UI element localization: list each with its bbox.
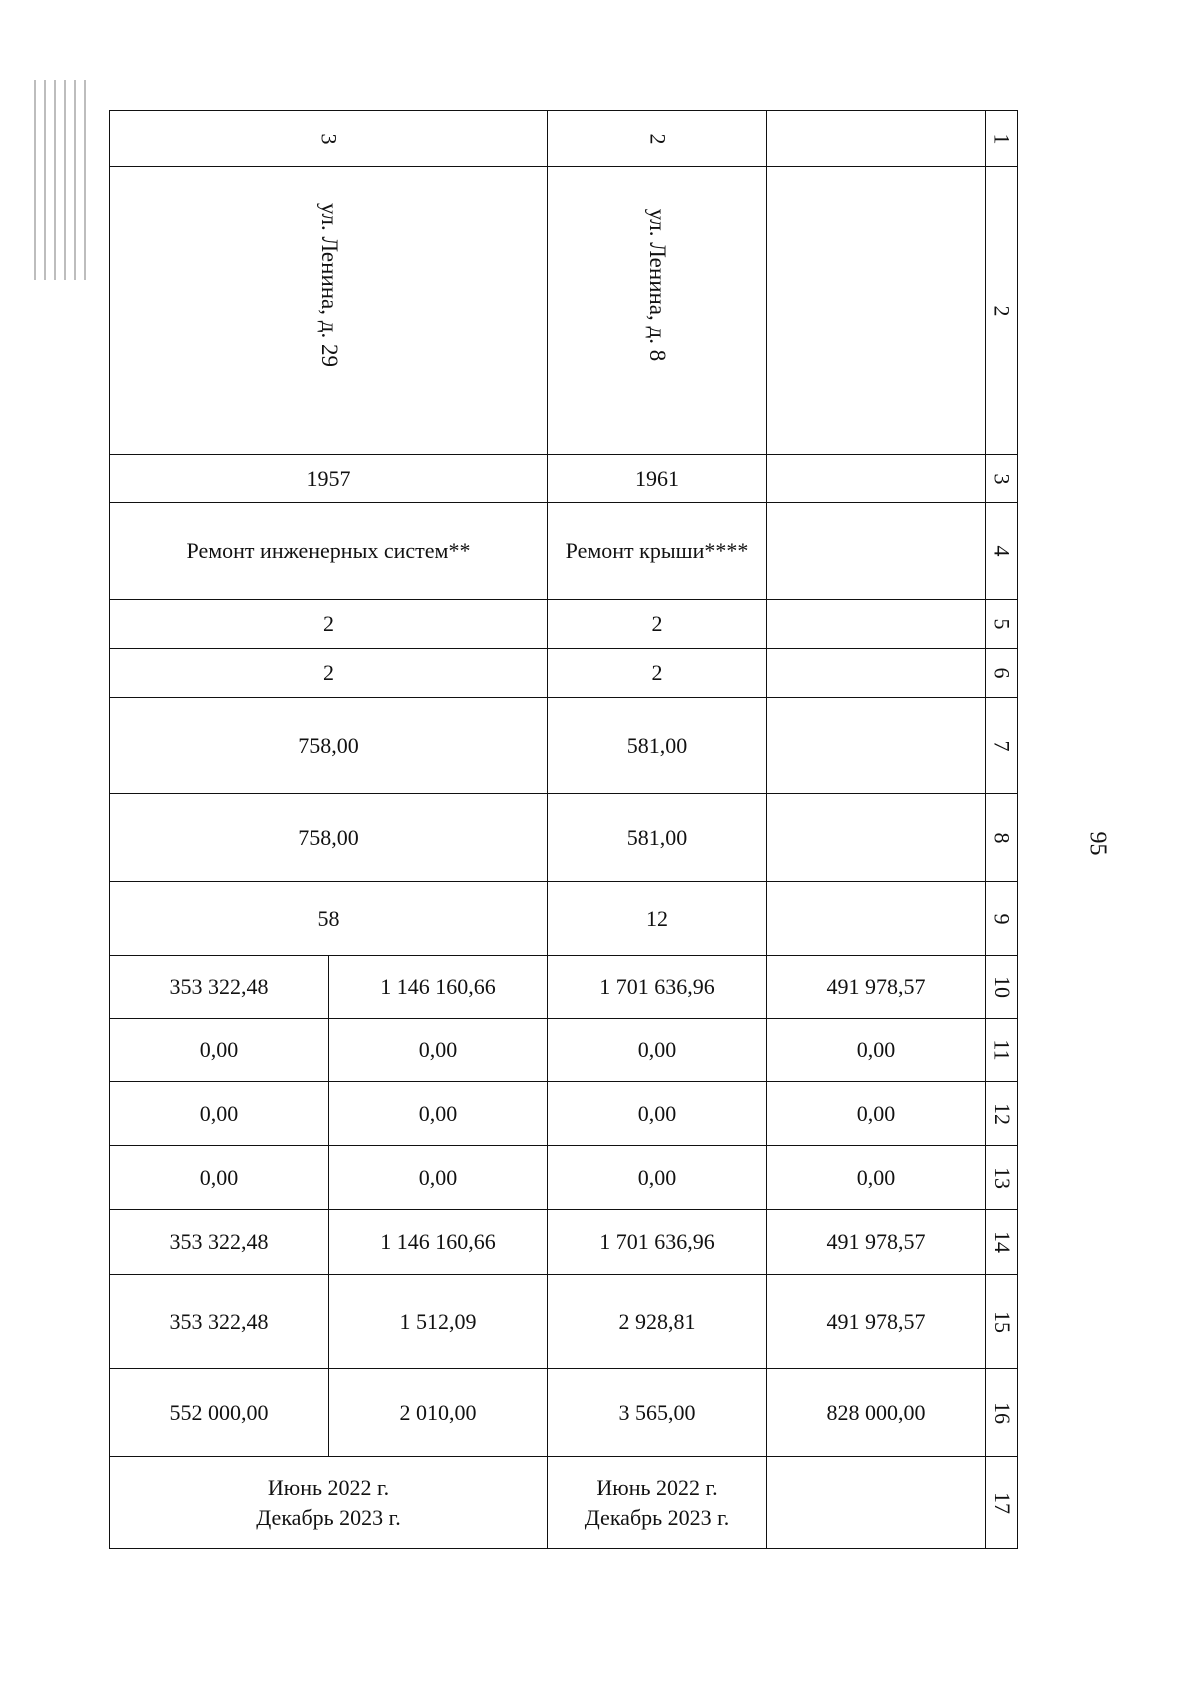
table-row	[110, 111, 1018, 167]
row-number: 5	[986, 600, 1018, 649]
cell-value: 581,00	[548, 698, 767, 794]
cell-blank	[767, 455, 986, 503]
row-number: 7	[986, 698, 1018, 794]
cell-value: 491 978,57	[767, 1275, 986, 1369]
row-number: 6	[986, 649, 1018, 698]
cell-blank	[767, 649, 986, 698]
cell-value: 0,00	[110, 1019, 329, 1082]
cell-value: 3 565,00	[548, 1369, 767, 1457]
row-number: 9	[986, 882, 1018, 956]
cell-value: 353 322,48	[110, 1210, 329, 1275]
page-number: 95	[1084, 831, 1111, 856]
capital-repair-table	[109, 110, 1018, 1549]
cell-address-house-2: ул. Ленина, д. 8	[548, 167, 767, 455]
cell-value: 1 701 636,96	[548, 1210, 767, 1275]
table-row	[110, 1369, 1018, 1457]
cell-work-type-house-2: Ремонт крыши****	[548, 503, 767, 600]
cell-value: 2 928,81	[548, 1275, 767, 1369]
cell-value: 0,00	[548, 1082, 767, 1146]
cell-blank	[767, 111, 986, 167]
cell-value: 0,00	[329, 1146, 548, 1210]
table-row	[110, 698, 1018, 794]
cell-house-3-index: 3	[110, 111, 548, 167]
cell-value: 0,00	[767, 1019, 986, 1082]
cell-value: 758,00	[110, 698, 548, 794]
cell-value: 12	[548, 882, 767, 956]
row-number: 1	[986, 111, 1018, 167]
cell-blank	[767, 794, 986, 882]
cell-value: 2	[548, 649, 767, 698]
period-start: Июнь 2022 г.	[596, 1474, 718, 1500]
cell-blank	[767, 698, 986, 794]
row-number: 17	[986, 1457, 1018, 1549]
row-number: 2	[986, 167, 1018, 455]
row-number: 11	[986, 1019, 1018, 1082]
row-number: 3	[986, 455, 1018, 503]
cell-value: 2	[548, 600, 767, 649]
cell-value: 0,00	[548, 1146, 767, 1210]
cell-value: 0,00	[767, 1082, 986, 1146]
cell-value: 0,00	[767, 1146, 986, 1210]
cell-value: 2 010,00	[329, 1369, 548, 1457]
cell-value: 353 322,48	[110, 956, 329, 1019]
cell-value: 0,00	[110, 1146, 329, 1210]
cell-period-house-3	[110, 1457, 548, 1549]
row-number: 8	[986, 794, 1018, 882]
cell-value: 1 701 636,96	[548, 956, 767, 1019]
cell-value: 58	[110, 882, 548, 956]
cell-blank	[767, 882, 986, 956]
table-row	[110, 1275, 1018, 1369]
table-row	[110, 1019, 1018, 1082]
period-start: Июнь 2022 г.	[267, 1474, 390, 1500]
cell-value: 1 512,09	[329, 1275, 548, 1369]
cell-work-type-house-3: Ремонт инженерных систем**	[110, 503, 548, 600]
cell-value: 0,00	[110, 1082, 329, 1146]
row-number: 16	[986, 1369, 1018, 1457]
table-row	[110, 503, 1018, 600]
cell-house-2-index: 2	[548, 111, 767, 167]
cell-value: 1 146 160,66	[329, 956, 548, 1019]
cell-period-house-2	[548, 1457, 767, 1549]
table-row	[110, 649, 1018, 698]
table-row	[110, 1082, 1018, 1146]
row-number: 14	[986, 1210, 1018, 1275]
period-end: Декабрь 2023 г.	[584, 1504, 730, 1530]
table-row	[110, 882, 1018, 956]
table-row	[110, 794, 1018, 882]
table-row	[110, 1146, 1018, 1210]
period-end: Декабрь 2023 г.	[256, 1504, 401, 1530]
cell-blank	[767, 167, 986, 455]
row-number: 12	[986, 1082, 1018, 1146]
row-number: 10	[986, 956, 1018, 1019]
cell-value: 581,00	[548, 794, 767, 882]
row-number: 13	[986, 1146, 1018, 1210]
cell-value: 353 322,48	[110, 1275, 329, 1369]
cell-value: 1 146 160,66	[329, 1210, 548, 1275]
cell-value: 758,00	[110, 794, 548, 882]
cell-value: 491 978,57	[767, 956, 986, 1019]
cell-value: 0,00	[329, 1019, 548, 1082]
cell-value: 0,00	[548, 1019, 767, 1082]
cell-value: 552 000,00	[110, 1369, 329, 1457]
table-row	[110, 1210, 1018, 1275]
table-row	[110, 600, 1018, 649]
cell-value: 491 978,57	[767, 1210, 986, 1275]
cell-year-house-2: 1961	[548, 455, 767, 503]
row-number: 15	[986, 1275, 1018, 1369]
cell-blank	[767, 1457, 986, 1549]
table-row	[110, 167, 1018, 455]
faded-stamp	[28, 80, 98, 290]
cell-value: 2	[110, 649, 548, 698]
table-row	[110, 956, 1018, 1019]
cell-value: 0,00	[329, 1082, 548, 1146]
table-row	[110, 455, 1018, 503]
cell-year-house-3: 1957	[110, 455, 548, 503]
table-row	[110, 1457, 1018, 1549]
cell-value: 828 000,00	[767, 1369, 986, 1457]
cell-blank	[767, 600, 986, 649]
cell-value: 2	[110, 600, 548, 649]
row-number: 4	[986, 503, 1018, 600]
cell-address-house-3: ул. Ленина, д. 29	[110, 167, 548, 455]
cell-blank	[767, 503, 986, 600]
